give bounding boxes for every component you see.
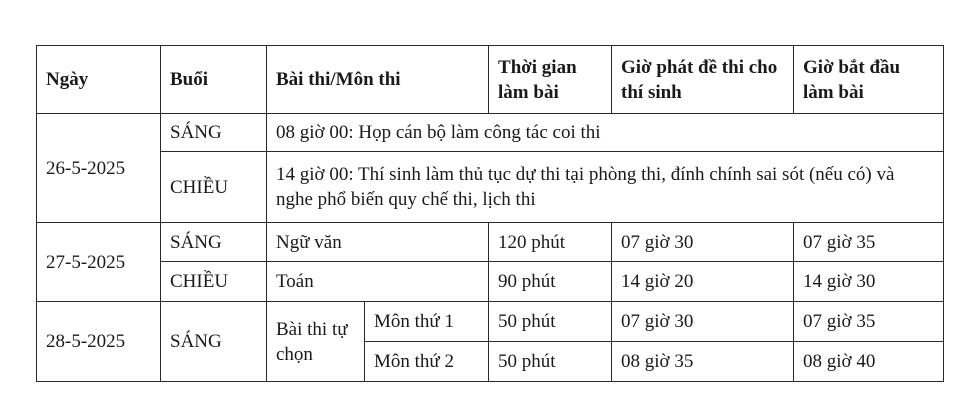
handout-cell: 08 giờ 35 xyxy=(612,342,794,382)
handout-cell: 07 giờ 30 xyxy=(612,223,794,262)
handout-cell: 07 giờ 30 xyxy=(612,302,794,342)
header-duration: Thời gian làm bài xyxy=(489,46,612,114)
start-cell: 08 giờ 40 xyxy=(794,342,944,382)
session-cell: SÁNG xyxy=(161,302,267,382)
header-session: Buổi xyxy=(161,46,267,114)
subject-cell: Môn thứ 2 xyxy=(365,342,489,382)
subject-group-cell: Bài thi tự chọn xyxy=(267,302,365,382)
table-row xyxy=(37,262,944,302)
table-row xyxy=(37,114,944,152)
start-cell: 07 giờ 35 xyxy=(794,223,944,262)
subject-cell: Ngữ văn xyxy=(267,223,489,262)
session-cell: CHIỀU xyxy=(161,262,267,302)
duration-cell: 50 phút xyxy=(489,302,612,342)
duration-cell: 50 phút xyxy=(489,342,612,382)
start-cell: 07 giờ 35 xyxy=(794,302,944,342)
duration-cell: 90 phút xyxy=(489,262,612,302)
duration-cell: 120 phút xyxy=(489,223,612,262)
subject-cell: Toán xyxy=(267,262,489,302)
activity-cell: 14 giờ 00: Thí sinh làm thủ tục dự thi tại phòng thi, đính chính sai sót (nếu có) và nghe phổ biến quy chế thi, lịch thi xyxy=(267,152,944,223)
session-cell: SÁNG xyxy=(161,223,267,262)
header-subject: Bài thi/Môn thi xyxy=(267,46,489,114)
date-cell: 26-5-2025 xyxy=(37,114,161,223)
subject-cell: Môn thứ 1 xyxy=(365,302,489,342)
header-start-time: Giờ bắt đầu làm bài xyxy=(794,46,944,114)
header-date: Ngày xyxy=(37,46,161,114)
date-cell: 27-5-2025 xyxy=(37,223,161,302)
session-cell: CHIỀU xyxy=(161,152,267,223)
session-cell: SÁNG xyxy=(161,114,267,152)
exam-schedule-table xyxy=(36,45,944,382)
header-handout-time: Giờ phát đề thi cho thí sinh xyxy=(612,46,794,114)
start-cell: 14 giờ 30 xyxy=(794,262,944,302)
table-row xyxy=(37,302,944,342)
table-row xyxy=(37,152,944,223)
table-row xyxy=(37,223,944,262)
date-cell: 28-5-2025 xyxy=(37,302,161,382)
header-row xyxy=(37,46,944,114)
activity-cell: 08 giờ 00: Họp cán bộ làm công tác coi thi xyxy=(267,114,944,152)
handout-cell: 14 giờ 20 xyxy=(612,262,794,302)
